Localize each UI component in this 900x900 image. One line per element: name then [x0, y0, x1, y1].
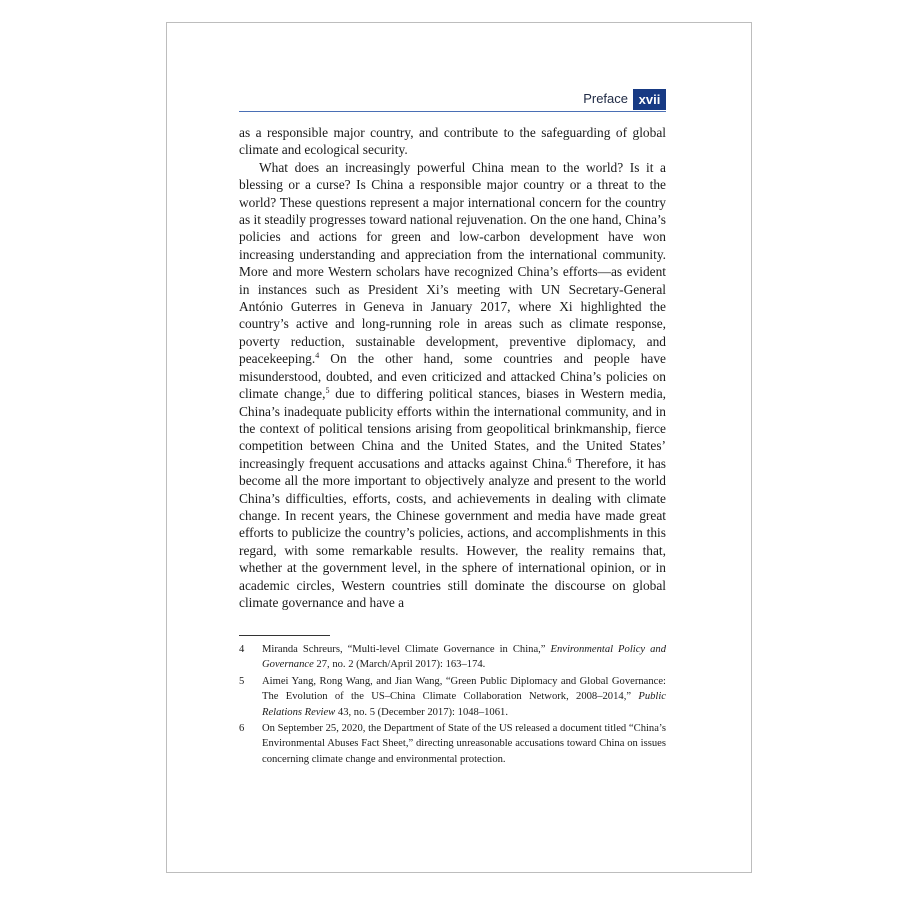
- footnote-citation-details: 27, no. 2 (March/April 2017): 163–174.: [313, 659, 486, 671]
- paragraph-text: Therefore, it has become all the more important to objectively analyze and present to the world China’s difficulties, efforts, costs, and achievements in dealing with climate change. In recent years, the Chinese government and media have made great efforts to publicize the country’s policies, actions, and accomplishments in this regard, with some remarkable results. However, the reality remains that, whether at the government level, in the sphere of international opinion, or in academic circles, Western countries still dominate the discourse on global climate governance and have a: [239, 455, 667, 610]
- footnote-journal-title: Public Relations Review: [262, 691, 666, 718]
- paragraph-text: On the other hand, some countries and people have misunderstood, doubted, and even criticized and attacked China’s policies on climate change,: [239, 351, 666, 402]
- footnote-number: 5: [239, 675, 245, 687]
- footnote-ref-6[interactable]: 6: [567, 455, 572, 465]
- footnote-citation: Aimei Yang, Rong Wang, and Jian Wang, “Green Public Diplomacy and Global Governance: The Evolution of the US–China Climate Collaboration Network, 2008–2014,”: [262, 675, 666, 703]
- footnote-4: [239, 642, 666, 673]
- page-number-badge: xvii: [633, 89, 666, 110]
- running-head: [239, 89, 666, 112]
- footnote-ref-5[interactable]: 5: [325, 386, 330, 396]
- body-text: [239, 124, 666, 611]
- footnotes: [239, 642, 666, 768]
- footnote-number: 4: [239, 644, 245, 655]
- paragraph: [239, 159, 666, 612]
- book-page: [166, 22, 752, 873]
- footnote-citation-details: 43, no. 5 (December 2017): 1048–1061.: [335, 706, 508, 718]
- footnote-number: 6: [239, 723, 245, 735]
- footnote-text: [262, 721, 666, 767]
- footnote-text: [262, 674, 666, 720]
- footnote-ref-4[interactable]: 4: [315, 351, 320, 361]
- footnote-text: [262, 642, 666, 673]
- footnote-6: [239, 721, 666, 767]
- footnote-divider: [239, 635, 330, 636]
- footnote-citation: On September 25, 2020, the Department of State of the US released a document titled “China’s Environmental Abuses Fact Sheet,” directing unreasonable accusations toward China on issues concerning climate change and environmental protection.: [262, 723, 666, 765]
- footnote-5: [239, 674, 666, 720]
- paragraph-text: due to differing political stances, biases in Western media, China’s inadequate publicity efforts within the international community, and in the context of political tensions arising from geopolitical brinkmanship, fierce competition between China and the United States, and the United States’ increasingly frequent accusations and attacks against China.: [239, 386, 666, 471]
- running-head-section-title: Preface: [583, 91, 628, 106]
- paragraph-text: What does an increasingly powerful China mean to the world? Is it a blessing or a curse? Is China a responsible major country or a threat to the world? These questions represent a major international concern for the country as it steadily progresses toward national rejuvenation. On the one hand, China’s policies and actions for green and low-carbon development have won increasing understanding and appreciation from the international community. More and more Western scholars have recognized China’s efforts—as evident in instances such as President Xi’s meeting with UN Secretary-General António Guterres in Geneva in January 2017, where Xi highlighted the country’s active and long-running role in areas such as climate response, poverty reduction, sustainable development, preventive diplomacy, and peacekeeping.: [239, 159, 666, 367]
- paragraph-continued: as a responsible major country, and contribute to the safeguarding of global climate and ecological security.: [239, 125, 666, 158]
- footnote-citation: Miranda Schreurs, “Multi-level Climate Governance in China,”: [262, 644, 551, 655]
- footnote-journal-title: Environmental Policy and Governance: [262, 644, 666, 671]
